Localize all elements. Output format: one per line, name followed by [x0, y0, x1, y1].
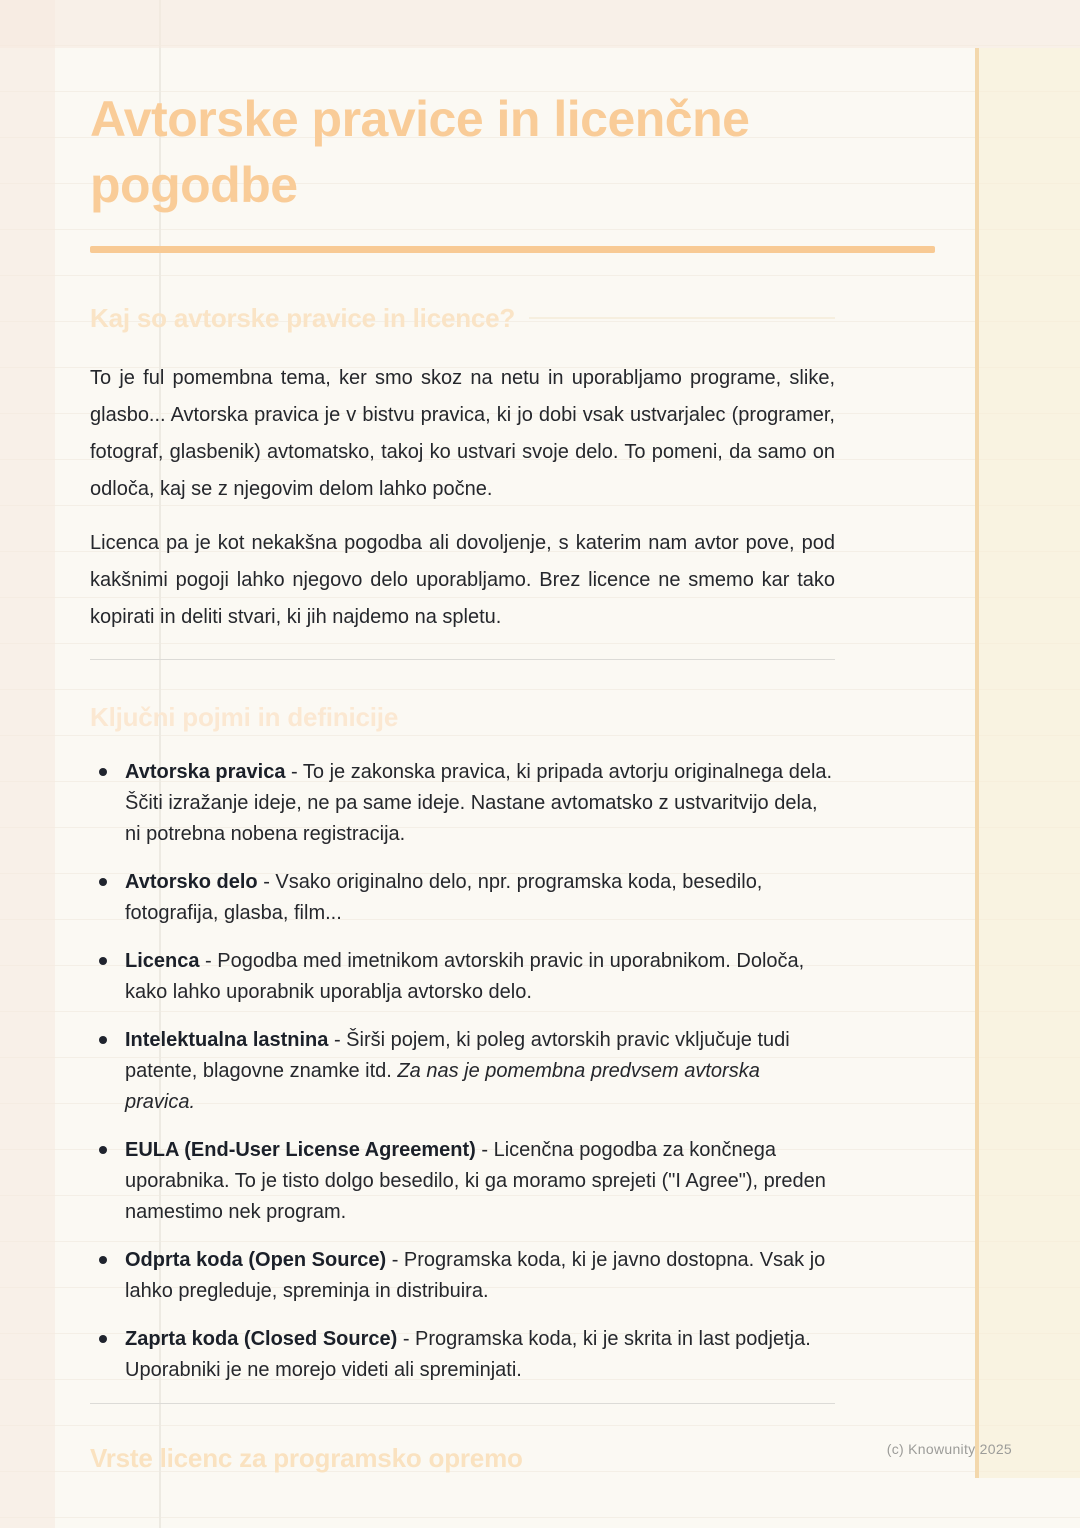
section-heading-intro [90, 301, 835, 335]
term-definition: - Širši pojem, ki poleg avtorskih pravic vključuje tudi patente, blagovne znamke itd. [125, 1029, 790, 1082]
list-item [90, 946, 835, 1008]
page-title: Avtorske pravice in licenčne pogodbe [90, 91, 750, 213]
list-item [90, 1025, 835, 1118]
term-label: Odprta koda (Open Source) [125, 1249, 387, 1271]
bullet-icon [99, 768, 107, 776]
page-margin-band-left [0, 0, 55, 1528]
bullet-icon [99, 1036, 107, 1044]
section-heading-key-terms-label: Ključni pojmi in definicije [90, 702, 399, 732]
key-terms-list [90, 757, 835, 1386]
document-content [90, 0, 835, 1475]
notebook-margin-column [975, 48, 1080, 1478]
section-divider [90, 659, 835, 660]
bullet-icon [99, 1256, 107, 1264]
term-definition: - Pogodba med imetnikom avtorskih pravic in uporabnikom. Določa, kako lahko uporabnik uporablja avtorsko delo. [125, 950, 805, 1003]
intro-paragraph-2: Licenca pa je kot nekakšna pogodba ali dovoljenje, s katerim nam avtor pove, pod kakšnimi pogoji lahko njegovo delo uporabljamo. Brez licence ne smemo kar tako kopirati in deliti stvari, ki jih najdemo na spletu. [90, 532, 835, 628]
section-heading-key-terms [90, 700, 835, 734]
bullet-icon [99, 878, 107, 886]
section-heading-license-types-label: Vrste licenc za programsko opremo [90, 1443, 523, 1473]
term-label: Avtorsko delo [125, 871, 258, 893]
term-definition: - Programska koda, ki je javno dostopna. Vsak jo lahko pregleduje, spreminja in distribuira. [125, 1249, 826, 1302]
list-item [90, 867, 835, 929]
heading-decorative-rule [529, 317, 835, 319]
term-definition-italic: Za nas je pomembna predvsem avtorska pravica. [125, 1060, 760, 1113]
list-item [90, 1324, 835, 1386]
term-label: Licenca [125, 950, 200, 972]
bullet-icon [99, 1335, 107, 1343]
copyright-footer: (c) Knowunity 2025 [886, 1441, 1012, 1457]
term-definition: - Programska koda, ki je skrita in last podjetja. Uporabniki je ne morejo videti ali spreminjati. [125, 1328, 811, 1381]
term-label: Avtorska pravica [125, 761, 286, 783]
section-heading-license-types [90, 1441, 835, 1475]
title-underline-bar [90, 246, 935, 253]
list-item [90, 1135, 835, 1228]
term-label: Zaprta koda (Closed Source) [125, 1328, 398, 1350]
section-heading-intro-label: Kaj so avtorske pravice in licence? [90, 303, 516, 333]
term-definition: - To je zakonska pravica, ki pripada avtorju originalnega dela. Ščiti izražanje ideje, ne pa same ideje. Nastane avtomatsko z ustvaritvijo dela, ni potrebna nobena registracija. [125, 761, 833, 845]
term-definition: - Licenčna pogodba za končnega uporabnika. To je tisto dolgo besedilo, ki ga moramo sprejeti ("I Agree"), preden namestimo nek program. [125, 1139, 826, 1223]
list-item [90, 757, 835, 850]
bullet-icon [99, 1146, 107, 1154]
section-divider [90, 1403, 835, 1404]
bullet-icon [99, 957, 107, 965]
intro-paragraph-1: To je ful pomembna tema, ker smo skoz na netu in uporabljamo programe, slike, glasbo... Avtorska pravica je v bistvu pravica, ki jo dobi vsak ustvarjalec (programer, fotograf, glasbenik) avtomatsko, takoj ko ustvari svoje delo. To pomeni, da samo on odloča, kaj se z njegovim delom lahko počne. [90, 367, 835, 500]
term-definition: - Vsako originalno delo, npr. programska koda, besedilo, fotografija, glasba, film... [125, 871, 763, 924]
term-label: Intelektualna lastnina [125, 1029, 329, 1051]
list-item [90, 1245, 835, 1307]
term-label: EULA (End-User License Agreement) [125, 1139, 476, 1161]
